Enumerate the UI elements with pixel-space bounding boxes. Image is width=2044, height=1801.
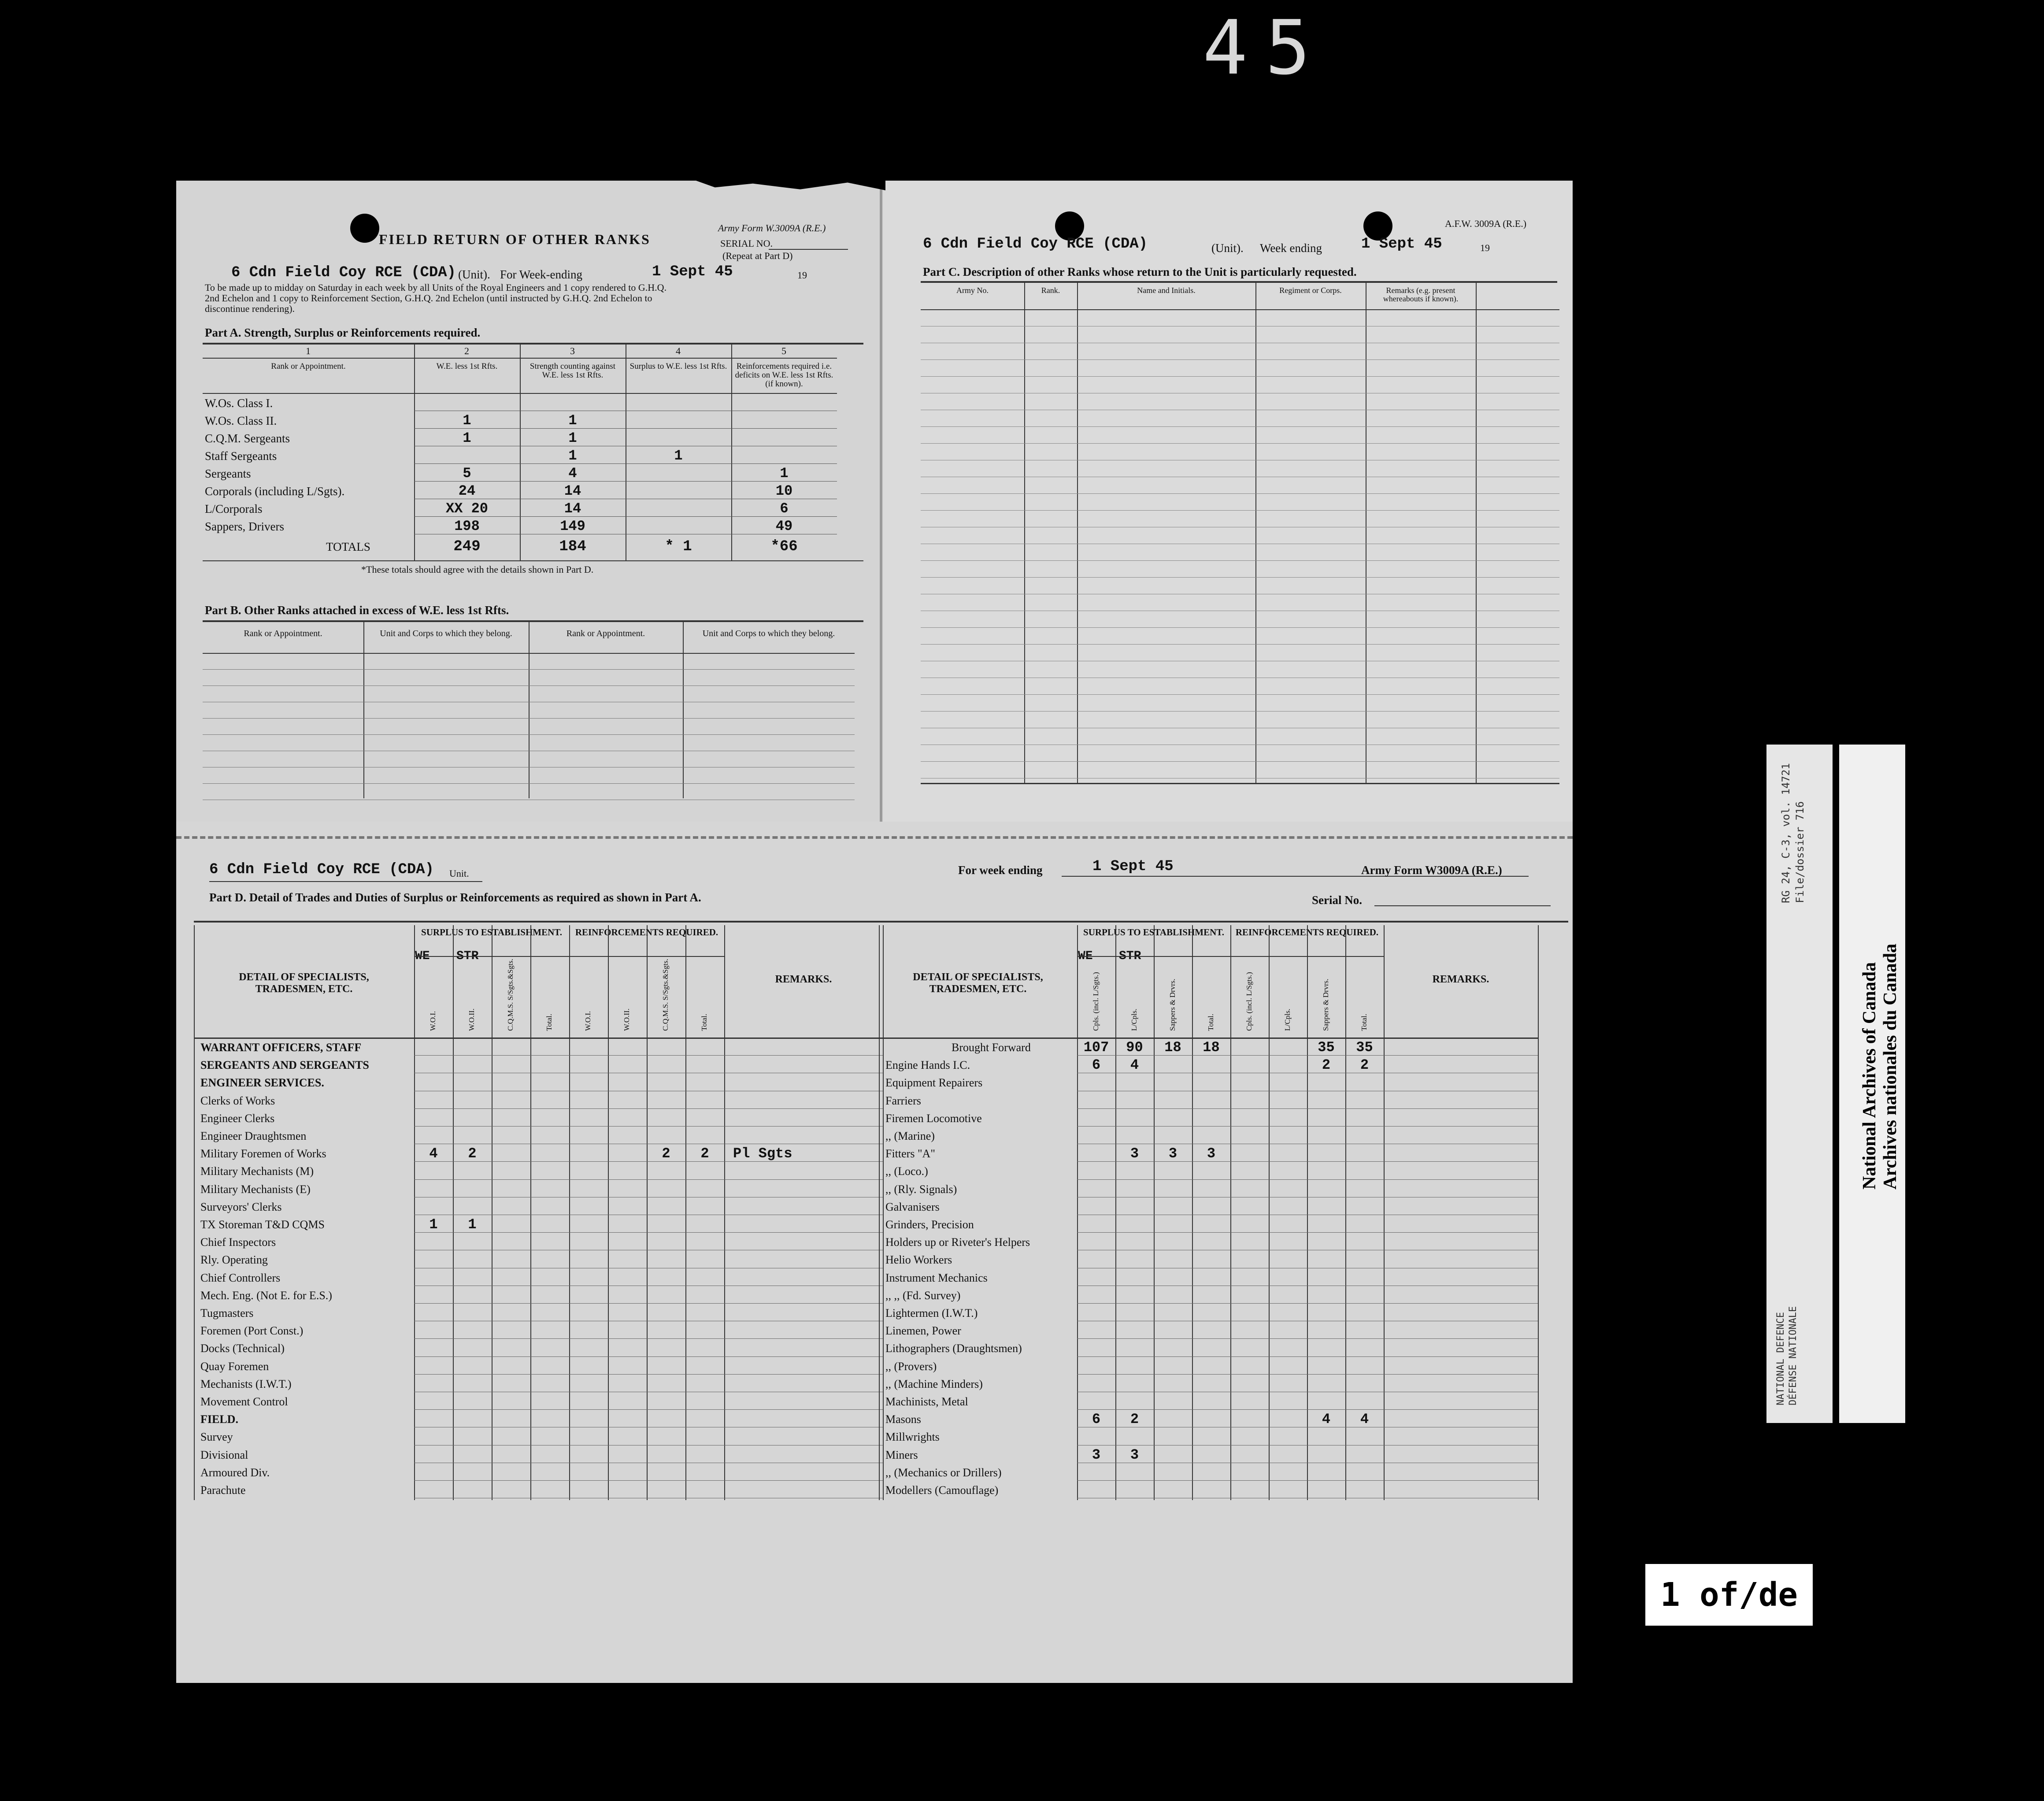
row-rule — [1077, 1356, 1538, 1357]
row-rule — [1077, 1055, 1538, 1056]
trade-label: Instrument Mechanics — [885, 1271, 988, 1284]
archive-name-fr: Archives nationales du Canada — [1880, 943, 1900, 1190]
archive-ref-line: NATIONAL DEFENCE — [1775, 1312, 1786, 1405]
remarks-header: REMARKS. — [775, 974, 832, 985]
trade-label: Brought Forward — [952, 1041, 1031, 1054]
cell-value: 1 — [463, 430, 471, 446]
rank-label: C.Q.M. Sergeants — [205, 432, 290, 445]
row-rule — [921, 627, 1559, 628]
column-divider — [685, 925, 686, 1500]
cell-value: 149 — [560, 518, 585, 534]
row-rule — [414, 428, 837, 429]
column-header: Rank or Appointment. — [244, 629, 322, 638]
form-number: Army Form W.3009A (R.E.) — [718, 222, 826, 233]
serial-note: (Repeat at Part D) — [722, 250, 793, 261]
column-divider — [647, 925, 648, 1500]
cell-value: 10 — [775, 483, 793, 499]
handwritten-we: WE — [415, 949, 430, 963]
column-header: Unit and Corps to which they belong. — [702, 629, 835, 638]
trade-label: Helio Workers — [885, 1253, 952, 1267]
cell-value: 2 — [700, 1145, 709, 1162]
archive-ref-line: RG 24, C-3, vol. 14721 — [1780, 763, 1792, 903]
column-divider — [608, 925, 609, 1500]
column-divider — [414, 345, 415, 560]
column-header: Rank. — [1041, 286, 1060, 295]
cell-value: XX 20 — [445, 500, 488, 517]
row-rule — [921, 577, 1559, 578]
footnote: *These totals should agree with the details shown in Part D. — [361, 564, 594, 575]
row-rule — [1077, 1179, 1538, 1180]
row-rule — [414, 1161, 883, 1162]
cell-value: 4 — [429, 1145, 438, 1162]
rank-label: L/Corporals — [205, 502, 263, 515]
column-divider — [569, 925, 570, 1500]
archive-name-strip — [1839, 745, 1905, 1423]
unit-label-d: Unit. — [449, 868, 469, 879]
form-number-d: Army Form W3009A (R.E.) — [1361, 863, 1502, 877]
row-rule — [921, 560, 1559, 561]
week-label-d: For week ending — [958, 863, 1043, 877]
serial-label-d: Serial No. — [1312, 893, 1362, 907]
trade-label: Miners — [885, 1448, 918, 1461]
cell-value: 1 — [568, 412, 577, 429]
rank-label: Sergeants — [205, 467, 251, 480]
subcolumn-header: W.O.II. — [467, 1008, 476, 1031]
column-divider — [1255, 283, 1256, 783]
trade-label: ,, (Loco.) — [885, 1165, 928, 1178]
trade-label: ,, (Rly. Signals) — [885, 1182, 957, 1196]
row-rule — [1077, 1409, 1538, 1410]
trade-label: Galvanisers — [885, 1200, 940, 1213]
column-divider — [1077, 283, 1078, 783]
row-rule — [414, 1338, 883, 1339]
column-number: 3 — [570, 345, 575, 356]
handwritten-str: STR — [1119, 949, 1141, 963]
serial-label: SERIAL NO. — [720, 238, 773, 249]
subcolumn-header: W.O.I. — [584, 1011, 592, 1031]
subcolumn-header: Cpls. (incl. L/Sgts.) — [1091, 972, 1100, 1031]
trade-label: ,, (Provers) — [885, 1360, 937, 1373]
column-divider — [529, 622, 530, 798]
cell-value: 1 — [463, 412, 471, 429]
row-rule — [1077, 1480, 1538, 1481]
trade-label: Machinists, Metal — [885, 1395, 968, 1408]
cell-value: 1 — [568, 430, 577, 446]
cell-value: 2 — [468, 1145, 477, 1162]
row-rule — [921, 426, 1559, 427]
cell-value: 1 — [429, 1216, 438, 1233]
subcolumn-header: L/Cpls. — [1129, 1008, 1138, 1031]
trade-label: Chief Controllers — [200, 1271, 281, 1284]
column-header: W.E. less 1st Rfts. — [436, 362, 498, 371]
unit-label-c: (Unit). — [1211, 241, 1244, 255]
column-divider — [683, 622, 684, 798]
cell-value: 1 — [568, 448, 577, 464]
trade-label: Mech. Eng. (Not E. for E.S.) — [200, 1289, 332, 1302]
column-divider — [1230, 925, 1231, 1500]
row-rule — [203, 718, 855, 719]
detail-header: DETAIL OF SPECIALISTS, TRADESMEN, ETC. — [239, 971, 369, 995]
column-number: 2 — [464, 345, 469, 356]
column-divider — [1538, 925, 1539, 1500]
archive-ref-line: DÉFENSE NATIONALE — [1788, 1306, 1799, 1405]
rank-label: Corporals (including L/Sgts). — [205, 485, 345, 498]
cell-value: 4 — [1360, 1411, 1369, 1428]
rule — [921, 309, 1559, 310]
instruction-line: 2nd Echelon and 1 copy to Reinforcement Section, G.H.Q. 2nd Echelon (until instructed by G.H.Q. 2nd Echelon to — [205, 293, 652, 304]
column-number: 1 — [306, 345, 311, 356]
part-c-heading: Part C. Description of other Ranks whose return to the Unit is particularly requested. — [923, 265, 1357, 278]
subcolumn-header: Total. — [545, 1014, 553, 1031]
column-number: 4 — [676, 345, 681, 356]
trade-label: Fitters "A" — [885, 1147, 935, 1160]
group-header: SURPLUS TO ESTABLISHMENT. — [1083, 927, 1224, 938]
row-rule — [414, 1126, 883, 1127]
column-divider — [879, 925, 880, 1500]
cell-value: 14 — [564, 483, 581, 499]
row-rule — [414, 1232, 883, 1233]
trade-label: Engineer Draughtsmen — [200, 1130, 307, 1142]
handwritten-str: STR — [456, 949, 479, 963]
instruction-line: To be made up to midday on Saturday in each week by all Units of the Royal Engineers and 1 copy rendered to G.H.Q. — [205, 282, 667, 293]
trade-label: Rly. Operating — [200, 1253, 268, 1267]
trade-label: ,, ,, (Fd. Survey) — [885, 1289, 961, 1302]
week-ending-d: 1 Sept 45 — [1092, 858, 1174, 875]
column-divider — [1269, 925, 1270, 1500]
cell-value: 49 — [775, 518, 793, 534]
row-rule — [1077, 1338, 1538, 1339]
cell-value: 2 — [1322, 1057, 1331, 1074]
rank-label: Staff Sergeants — [205, 449, 277, 463]
archive-reference-strip — [1766, 745, 1833, 1423]
row-rule — [921, 376, 1559, 377]
subcolumn-header: W.O.II. — [622, 1008, 631, 1031]
row-rule — [1077, 1161, 1538, 1162]
column-divider — [520, 345, 521, 560]
archive-ref-line: File/dossier 716 — [1794, 801, 1806, 903]
trade-label: Clerks of Works — [200, 1094, 275, 1107]
row-rule — [921, 711, 1559, 712]
row-rule — [1077, 1374, 1538, 1375]
week-label-c: Week ending — [1260, 241, 1322, 255]
cell-value: 24 — [458, 483, 476, 499]
trade-label: FIELD. — [200, 1413, 238, 1426]
column-divider — [883, 925, 884, 1500]
cell-value: 4 — [568, 465, 577, 482]
rank-label: W.Os. Class I. — [205, 397, 273, 410]
form-number-c: A.F.W. 3009A (R.E.) — [1445, 218, 1527, 229]
group-header: REINFORCEMENTS REQUIRED. — [575, 927, 718, 938]
subcolumn-header: Cpls. (incl. L/Sgts.) — [1244, 972, 1253, 1031]
trade-label: Linemen, Power — [885, 1324, 961, 1338]
instruction-line: discontinue rendering). — [205, 303, 295, 314]
unit-name-c: 6 Cdn Field Coy RCE (CDA) — [923, 236, 1148, 252]
trade-label: Military Mechanists (M) — [200, 1165, 314, 1178]
row-rule — [414, 516, 837, 517]
form-sheet — [176, 181, 1573, 1683]
row-rule — [921, 493, 1559, 494]
unit-name: 6 Cdn Field Coy RCE (CDA) — [231, 264, 456, 281]
row-rule — [414, 1055, 883, 1056]
trade-label: Firemen Locomotive — [885, 1112, 982, 1125]
subcolumn-header: C.Q.M.S. S/Sgts.&Sgts. — [661, 959, 670, 1031]
week-ending-c: 1 Sept 45 — [1361, 236, 1442, 252]
column-divider — [363, 622, 364, 798]
subcolumn-header: Sappers & Drvrs. — [1168, 978, 1177, 1031]
cell-value: 14 — [564, 500, 581, 517]
subcolumn-header: C.Q.M.S. S/Sgts.&Sgts. — [506, 959, 515, 1031]
rule — [209, 881, 482, 882]
unit-label: (Unit). — [458, 268, 490, 281]
detail-header: DETAIL OF SPECIALISTS, TRADESMEN, ETC. — [913, 971, 1043, 995]
trade-label: Chief Inspectors — [200, 1236, 276, 1249]
week-ending: 1 Sept 45 — [652, 263, 733, 280]
column-header: Surplus to W.E. less 1st Rfts. — [629, 362, 727, 371]
trade-label: Grinders, Precision — [885, 1218, 974, 1231]
frame-number: 45 — [1203, 4, 1328, 92]
trade-label: Military Foremen of Works — [200, 1147, 326, 1160]
year-label-c: 19 — [1480, 242, 1490, 253]
subcolumn-header: L/Cpls. — [1283, 1008, 1292, 1031]
trade-label: Equipment Repairers — [885, 1076, 983, 1089]
trade-label: Armoured Div. — [200, 1466, 270, 1479]
row-rule — [414, 1374, 883, 1375]
row-rule — [921, 359, 1559, 360]
trade-label: Mechanists (I.W.T.) — [200, 1377, 292, 1390]
form-title: FIELD RETURN OF OTHER RANKS — [379, 231, 651, 247]
row-rule — [414, 481, 837, 482]
rule — [203, 560, 863, 561]
trade-label: SERGEANTS AND SERGEANTS — [200, 1059, 369, 1072]
cell-value: 3 — [1130, 1145, 1139, 1162]
trade-label: Tugmasters — [200, 1307, 254, 1319]
column-header: Reinforcements required i.e. deficits on W.E. less 1st Rfts. (if known). — [735, 362, 833, 389]
trade-label: ENGINEER SERVICES. — [200, 1076, 324, 1089]
column-header: Remarks (e.g. present whereabouts if known). — [1383, 286, 1459, 303]
rank-label: W.Os. Class II. — [205, 414, 277, 427]
trade-label: Surveyors' Clerks — [200, 1200, 282, 1213]
year-label: 19 — [797, 270, 807, 281]
cell-value: 2 — [662, 1145, 670, 1162]
column-divider — [1154, 925, 1155, 1500]
trade-label: Engine Hands I.C. — [885, 1059, 970, 1072]
row-rule — [921, 443, 1559, 444]
cell-value: 1 — [674, 448, 683, 464]
column-header: Strength counting against W.E. less 1st Rfts. — [530, 362, 616, 380]
trade-label: Parachute — [200, 1484, 246, 1497]
row-rule — [921, 644, 1559, 645]
remark-value: Pl Sgts — [733, 1145, 792, 1162]
row-rule — [1077, 1303, 1538, 1304]
trade-label: WARRANT OFFICERS, STAFF — [200, 1041, 362, 1054]
page-fold — [880, 181, 882, 822]
cell-value: 35 — [1318, 1039, 1335, 1056]
row-rule — [1077, 1232, 1538, 1233]
row-rule — [1077, 1126, 1538, 1127]
totals-label: TOTALS — [326, 540, 370, 553]
cell-value: 2 — [1130, 1411, 1139, 1428]
column-divider — [1384, 925, 1385, 1500]
column-header: Unit and Corps to which they belong. — [380, 629, 512, 638]
row-rule — [414, 1409, 883, 1410]
group-header: REINFORCEMENTS REQUIRED. — [1235, 927, 1379, 938]
row-rule — [921, 761, 1559, 762]
rule — [194, 921, 1568, 923]
column-divider — [1024, 283, 1025, 783]
column-divider — [453, 925, 454, 1500]
cell-value: 107 — [1083, 1039, 1109, 1056]
trade-label: Modellers (Camouflage) — [885, 1484, 999, 1497]
row-rule — [414, 1108, 883, 1109]
cell-value: 198 — [454, 518, 480, 534]
trade-label: Lightermen (I.W.T.) — [885, 1307, 978, 1319]
handwritten-we: WE — [1078, 949, 1093, 963]
column-header: Name and Initials. — [1137, 286, 1196, 295]
trade-label: Docks (Technical) — [200, 1342, 285, 1355]
cell-value: 3 — [1092, 1446, 1101, 1463]
row-rule — [203, 669, 855, 670]
trade-label: Quay Foremen — [200, 1360, 269, 1373]
cell-value: 1 — [780, 465, 789, 482]
column-header: Rank or Appointment. — [566, 629, 645, 638]
unit-name-d: 6 Cdn Field Coy RCE (CDA) — [209, 861, 434, 878]
cell-value: 18 — [1164, 1039, 1181, 1056]
rule — [879, 1038, 1538, 1039]
column-divider — [194, 925, 195, 1500]
total-value: 184 — [559, 538, 586, 555]
part-d-heading: Part D. Detail of Trades and Duties of Surplus or Reinforcements as required as shown in Part A. — [209, 891, 701, 904]
row-rule — [414, 1356, 883, 1357]
perforation-line — [176, 836, 1573, 839]
column-divider — [1476, 283, 1477, 783]
column-number: 5 — [781, 345, 786, 356]
trade-label: ,, (Mechanics or Drillers) — [885, 1466, 1002, 1479]
column-divider — [530, 925, 531, 1500]
row-rule — [414, 1303, 883, 1304]
row-rule — [203, 783, 855, 784]
trade-label: TX Storeman T&D CQMS — [200, 1218, 325, 1231]
reel-badge: 1 of/de — [1645, 1564, 1813, 1626]
cell-value: 4 — [1130, 1057, 1139, 1074]
trade-label: Military Mechanists (E) — [200, 1182, 311, 1196]
subcolumn-header: Total. — [700, 1014, 708, 1031]
column-header: Army No. — [956, 286, 989, 295]
cell-value: 90 — [1126, 1039, 1143, 1056]
archive-name-en: National Archives of Canada — [1859, 962, 1880, 1190]
row-rule — [414, 1179, 883, 1180]
row-rule — [414, 463, 837, 464]
cell-value: 2 — [1360, 1057, 1369, 1074]
rule — [921, 281, 1557, 283]
trade-label: Survey — [200, 1430, 233, 1444]
cell-value: 5 — [463, 465, 471, 482]
subcolumn-header: W.O.I. — [429, 1011, 437, 1031]
cell-value: 3 — [1207, 1145, 1216, 1162]
trade-label: Holders up or Riveter's Helpers — [885, 1236, 1030, 1249]
row-rule — [203, 734, 855, 735]
group-header: SURPLUS TO ESTABLISHMENT. — [421, 927, 562, 938]
column-header: Rank or Appointment. — [271, 362, 346, 371]
rule — [194, 1038, 883, 1039]
total-value: 249 — [453, 538, 481, 555]
trade-label: ,, (Marine) — [885, 1130, 935, 1142]
row-rule — [921, 510, 1559, 511]
cell-value: 35 — [1356, 1039, 1373, 1056]
cell-value: 6 — [1092, 1057, 1101, 1074]
row-rule — [921, 694, 1559, 695]
cell-value: 18 — [1203, 1039, 1220, 1056]
cell-value: 6 — [1092, 1411, 1101, 1428]
punch-hole — [350, 214, 379, 243]
rank-label: Sappers, Drivers — [205, 520, 284, 533]
column-header: Regiment or Corps. — [1279, 286, 1342, 295]
rule — [203, 620, 863, 622]
subcolumn-header: Total. — [1359, 1014, 1368, 1031]
column-divider — [731, 345, 732, 560]
trade-label: Millwrights — [885, 1430, 940, 1444]
serial-line — [769, 249, 848, 250]
column-divider — [414, 925, 415, 1500]
column-divider — [724, 925, 725, 1500]
part-a-heading: Part A. Strength, Surplus or Reinforcements required. — [205, 326, 481, 339]
subcolumn-header: Total. — [1206, 1014, 1215, 1031]
rule — [921, 783, 1559, 784]
column-divider — [1192, 925, 1193, 1500]
remarks-header: REMARKS. — [1432, 974, 1489, 985]
trade-label: Masons — [885, 1413, 921, 1426]
cell-value: 3 — [1168, 1145, 1178, 1162]
part-b-heading: Part B. Other Ranks attached in excess of W.E. less 1st Rfts. — [205, 604, 509, 617]
total-value: * 1 — [665, 538, 692, 555]
cell-value: 1 — [468, 1216, 477, 1233]
cell-value: 6 — [780, 500, 789, 517]
cell-value: 3 — [1130, 1446, 1139, 1463]
cell-value: 4 — [1322, 1411, 1331, 1428]
rule — [203, 343, 863, 345]
row-rule — [414, 1480, 883, 1481]
trade-label: Engineer Clerks — [200, 1112, 275, 1125]
trade-label: Movement Control — [200, 1395, 288, 1408]
trade-label: Farriers — [885, 1094, 921, 1107]
total-value: *66 — [770, 538, 798, 555]
trade-label: Lithographers (Draughtsmen) — [885, 1342, 1022, 1355]
rule — [1374, 905, 1551, 906]
subcolumn-header: Sappers & Drvrs. — [1321, 978, 1330, 1031]
trade-label: ,, (Machine Minders) — [885, 1377, 983, 1390]
week-label: For Week-ending — [500, 268, 583, 281]
row-rule — [1077, 1108, 1538, 1109]
trade-label: Foremen (Port Const.) — [200, 1324, 304, 1338]
trade-label: Divisional — [200, 1448, 248, 1461]
